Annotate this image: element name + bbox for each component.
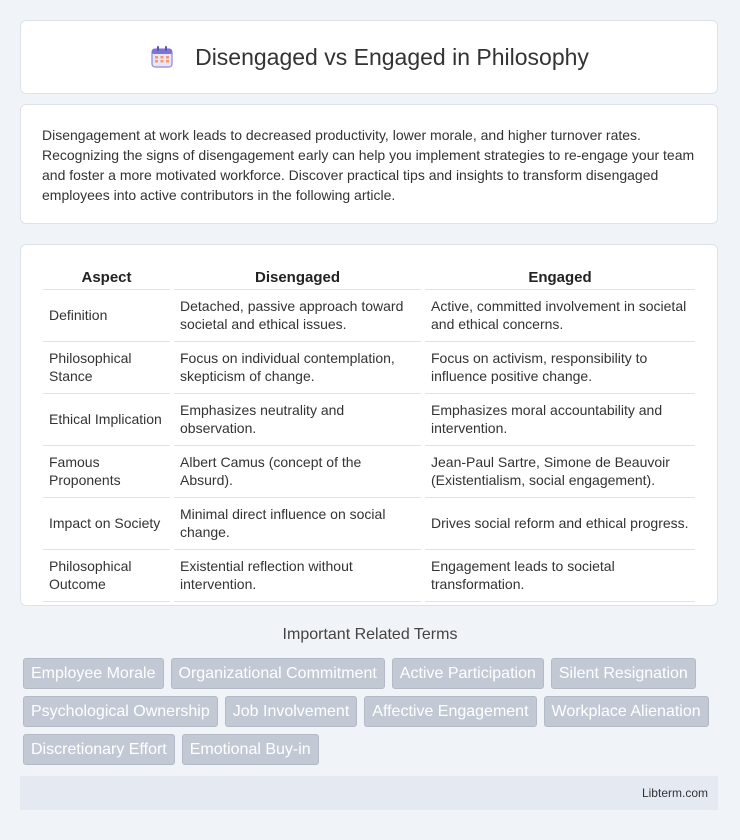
term-tag[interactable]: Job Involvement — [225, 696, 358, 727]
cell-disengaged: Detached, passive approach toward societal and ethical issues. — [174, 290, 421, 342]
header-card — [20, 20, 718, 94]
table-row — [43, 342, 695, 394]
term-tag[interactable]: Workplace Alienation — [544, 696, 709, 727]
term-tag[interactable]: Affective Engagement — [364, 696, 536, 727]
cell-aspect: Ethical Implication — [43, 394, 170, 446]
related-terms-list — [23, 658, 723, 772]
term-tag[interactable]: Organizational Commitment — [171, 658, 385, 689]
cell-aspect: Impact on Society — [43, 498, 170, 550]
cell-disengaged: Minimal direct influence on social change. — [174, 498, 421, 550]
term-tag[interactable]: Emotional Buy-in — [182, 734, 319, 765]
term-tag[interactable]: Active Participation — [392, 658, 544, 689]
cell-engaged: Drives social reform and ethical progress. — [425, 498, 695, 550]
table-row — [43, 394, 695, 446]
header-aspect: Aspect — [43, 265, 170, 290]
header-disengaged: Disengaged — [174, 265, 421, 290]
cell-disengaged: Focus on individual contemplation, skepticism of change. — [174, 342, 421, 394]
cell-disengaged: Albert Camus (concept of the Absurd). — [174, 446, 421, 498]
intro-text: Disengagement at work leads to decreased productivity, lower morale, and higher turnover rates. Recognizing the signs of disengagement early can help you implement strategies to re-engage your team and foster a more motivated workforce. Discover practical tips and insights to transform disengaged employees into active contributors in the following article. — [42, 127, 695, 203]
related-terms-title: Important Related Terms — [282, 626, 458, 643]
table-row — [43, 550, 695, 602]
calendar-icon — [149, 44, 175, 70]
page-title: Disengaged vs Engaged in Philosophy — [195, 43, 589, 70]
cell-aspect: Philosophical Outcome — [43, 550, 170, 602]
term-tag[interactable]: Silent Resignation — [551, 658, 696, 689]
cell-aspect: Famous Proponents — [43, 446, 170, 498]
cell-engaged: Engagement leads to societal transformation. — [425, 550, 695, 602]
footer — [20, 776, 718, 810]
table-row — [43, 498, 695, 550]
cell-engaged: Focus on activism, responsibility to influence positive change. — [425, 342, 695, 394]
header-engaged: Engaged — [425, 265, 695, 290]
cell-engaged: Jean-Paul Sartre, Simone de Beauvoir (Existentialism, social engagement). — [425, 446, 695, 498]
table-row — [43, 446, 695, 498]
cell-aspect: Definition — [43, 290, 170, 342]
comparison-table — [39, 265, 699, 602]
cell-engaged: Active, committed involvement in societal and ethical concerns. — [425, 290, 695, 342]
footer-site-link[interactable]: Libterm.com — [641, 786, 708, 800]
term-tag[interactable]: Discretionary Effort — [23, 734, 175, 765]
table-header-row — [43, 265, 695, 290]
cell-disengaged: Emphasizes neutrality and observation. — [174, 394, 421, 446]
comparison-table-card — [20, 244, 718, 606]
cell-disengaged: Existential reflection without intervention. — [174, 550, 421, 602]
cell-engaged: Emphasizes moral accountability and intervention. — [425, 394, 695, 446]
term-tag[interactable]: Psychological Ownership — [23, 696, 218, 727]
table-row — [43, 290, 695, 342]
intro-card — [20, 104, 718, 224]
cell-aspect: Philosophical Stance — [43, 342, 170, 394]
term-tag[interactable]: Employee Morale — [23, 658, 164, 689]
